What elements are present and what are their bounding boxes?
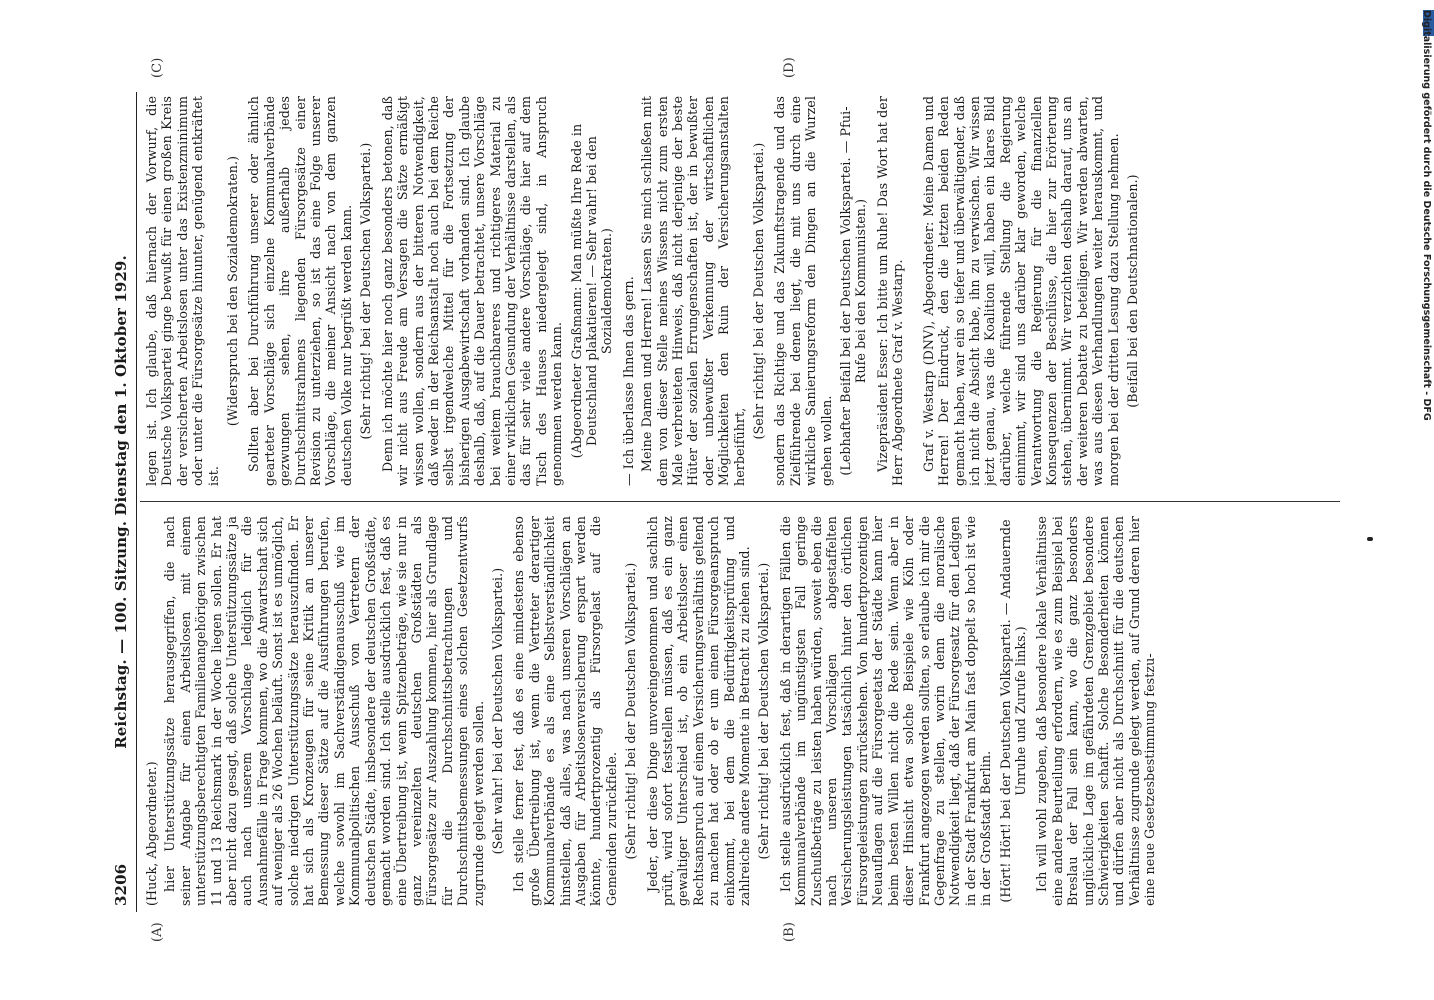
margin-marker-c: (C) [150,57,165,78]
left-paragraph: Ich will wohl zugeben, daß besondere lokale Verhältnisse eine andere Beurteilung erfordern, wie es zum Beispiel bei Breslau der Fall sein kann, wo die ganz besonders unglückliche Lage im gefährdeten Grenzgebiet besondere Schwierigkeiten schafft. Solche Besonderheiten können und dürfen aber nicht als Durchschnitt für die deutschen Verhältnisse zugrunde gelegt werden, auf Grund deren hier eine neue Gesetzesbestimmung festzu- [1034,516,1158,906]
right-interjection: (Widerspruch bei den Sozialdemokraten.) [225,155,241,427]
paragraph-gap [909,96,921,486]
header-rule [136,92,137,912]
left-paragraph: Jeder, der diese Dinge unvoreingenommen und sachlich prüft, wird sofort feststellen müssen, daß es ein ganz gewaltiger Unterschied ist, ob ein Arbeitsloser einen Rechtsanspruch auf einem Versicherungsverhältnis geltend zu machen hat oder ob er um einen Fürsorgeanspruch einkommt, bei dem die Bedürftigkeitsprüfung und zahlreiche andere Momente in Betracht zu ziehen sind. [644,516,753,906]
margin-marker-d: (D) [782,57,797,78]
right-interjection: (Beifall bei den Deutschnationalen.) [1124,174,1140,408]
left-interjection: (Hört! Hört! bei der Deutschen Volkspartei. — Andauernde Unruhe und Zurufe links.) [997,519,1028,903]
right-interjection: (Sehr richtig! bei der Deutschen Volkspartei.) [751,142,767,440]
left-interjection: (Sehr richtig! bei der Deutschen Volkspartei.) [623,562,639,860]
left-interjection: (Sehr wahr! bei der Deutschen Volkspartei.) [489,567,505,855]
scan-speck [1367,537,1373,541]
left-text-column [144,516,1344,906]
left-paragraph: Ich stelle ausdrücklich fest, daß in derartigen Fällen die Kommunalverbände im ungünstigsten Fall geringe Zuschußbeträge zu leisten haben würden, soweit eben die nach unseren Vorschlägen abgestaffelten Versicherungsleistungen tatsächlich hinter den örtlichen Fürsorgeleistungen zurückstehen. Von hundertprozentigen Neuauflagen auf die Fürsorgeetats der Städte kann hier beim besten Willen nicht die Rede sein. Wenn aber in dieser Hinsicht etwa solche Beispiele wie Köln oder Frankfurt angezogen werden sollten, so erlaube ich mir die Gegenfrage zu stellen, worin denn die moralische Notwendigkeit liegt, daß der Fürsorgesatz für den Ledigen in der Stadt Frankfurt am Main fast doppelt so hoch ist wie in der Großstadt Berlin. [777,516,994,906]
right-paragraph: Meine Damen und Herren! Lassen Sie mich schließen mit dem von dieser Stelle meines Wissens nicht zum ersten Male verbreiteten Hinweis, daß nicht derjenige der beste Hüter der sozialen Errungenschaften ist, der in bewußter oder unbewußter Verkennung der wirtschaftlichen Möglichkeiten den Ruin der Versicherungsanstalten herbeiführt, [639,96,747,486]
right-interjection: (Abgeordneter Graßmann: Man müßte Ihre Rede in Deutschland plakatieren! — Sehr wahr! bei den Sozialdemokraten.) [568,123,615,459]
right-paragraph: — Ich überlasse Ihnen das gern. [620,276,636,486]
page-header [110,92,134,912]
right-paragraph: Denn ich möchte hier noch ganz besonders betonen, daß wir nicht aus Freude am Versagen die Sätze ermäßigt wissen wollen, sondern aus der bitteren Notwendigkeit, daß weder in der Reichsanstalt noch auch bei dem Reiche selbst irgendwelche Mittel für die Fortsetzung der bisherigen Ausgabewirtschaft vorhanden sind. Ich glaube deshalb, daß, auf die Dauer betrachtet, unsere Vorschläge bei weitem brauchbareres und richtigeres Material zu einer wirklichen Gesundung der Verhältnisse darstellen, als das für sehr viele andere Vorschläge, die hier auf dem Tisch des Hauses niedergelegt sind, in Anspruch genommen werden kann. [379,96,565,486]
rotated-page-content [110,57,1350,942]
left-paragraph: Ich stelle ferner fest, daß es eine mindestens ebenso große Übertreibung ist, wenn die Vertreter derartiger Kommunalverbände es als eine Selbstverständlichkeit hinstellen, daß alles, was nach unseren Vorschlägen an Ausgaben für Arbeitslosenversicherung erspart werden könnte, hundertprozentig als Fürsorgelast auf die Gemeinden zurückfiele. [511,516,619,906]
margin-marker-b: (B) [782,922,797,942]
right-paragraph: sondern das Richtige und das Zukunftstragende und das Zielführende bei denen liegt, die mit uns durch eine wirkliche Sanierungsreform den Dingen an die Wurzel gehen wollen. [772,96,834,486]
right-paragraph: Sollten aber bei Durchführung unserer oder ähnlich gearteter Vorschläge sich einzelne Kommunalverbände gezwungen sehen, ihre außerhalb jedes Durchschnittsrahmens liegenden Fürsorgesätze einer Revision zu unterziehen, so ist das eine Folge unserer Vorschläge, die meiner Ansicht nach von dem ganzen deutschen Volke nur begrüßt werden kann. [246,96,354,486]
right-text-column [144,96,1344,486]
column-divider [140,501,1340,502]
left-paragraph: hier Unterstützungssätze herausgegriffen, die nach seiner Angabe für einen Arbeitslosen mit einem unterstützungsberechtigten Familienangehörigen zwischen 11 und 13 Reichsmark in der Woche liegen sollen. Er hat aber nicht dazu gesagt, daß solche Unterstützungssätze ja auch nach unserem Vorschlage lediglich für die Ausnahmefälle in Frage kommen, wo die Anwartschaft sich auf weniger als 26 Wochen beläuft. Sonst ist es unmöglich, solche niedrigen Unterstützungssätze herauszufinden. Er hat sich als Kronzeugen für seine Kritik an unserer Bemessung dieser Sätze auf die Ausführungen berufen, welche sowohl im Sachverständigenausschuß wie im Kommunalpolitischen Ausschuß von Vertretern der deutschen Städte, insbesondere der deutschen Großstädte, gemacht worden sind. Ich stelle ausdrücklich fest, daß es eine Übertreibung ist, wenn Spitzenbeträge, wie sie nur in ganz vereinzelten deutschen Großstädten als Fürsorgesätze zur Auszahlung kommen, hier als Grundlage für die Durchschnittsbetrachtungen und Durchschnittsbemessungen eines solchen Gesetzentwurfs zugrunde gelegt werden sollen. [162,516,486,906]
page-title: Reichstag. — 100. Sitzung. Dienstag den 1. Oktober 1929. [112,255,130,749]
left-paragraph: (Huck, Abgeordneter.) [144,761,159,906]
right-paragraph: Graf v. Westarp (DNV), Abgeordneter: Meine Damen und Herren! Der Eindruck, den die letzten beiden Reden gemacht haben, war ein so tiefer und überwältigender, daß ich nicht die Absicht habe, ihn zu verwischen. Wir wissen jetzt genau, was die Koalition will, haben ein klares Bild darüber, welche führende Stellung die Regierung einnimmt, wir sind uns darüber klar geworden, welche Verantwortung die Regierung für die finanziellen Konsequenzen der Beschlüsse, die hier zur Erörterung stehen, übernimmt. Wir verzichten deshalb darauf, uns an der weiteren Debatte zu beteiligen. Wir werden abwarten, was aus diesen Verhandlungen weiter herauskommt, und morgen bei der dritten Lesung dazu Stellung nehmen. [920,96,1121,486]
right-interjection: (Sehr richtig! bei der Deutschen Volkspartei.) [358,142,374,440]
left-interjection: (Sehr richtig! bei der Deutschen Volkspartei.) [756,562,772,860]
right-paragraph: Vizepräsident Esser: Ich bitte um Ruhe! Das Wort hat der Herr Abgeordnete Graf v. Westarp. [874,96,906,486]
margin-marker-a: (A) [150,922,165,942]
right-interjection: (Lebhafter Beifall bei der Deutschen Volkspartei. — Pfui-Rufe bei den Kommunisten.) [838,106,869,476]
digitization-notice: Digitalisierung gefördert durch die Deutsche Forschungsgemeinschaft - DFG [1421,10,1432,421]
page-number: 3206 [112,863,130,906]
right-paragraph: legen ist. Ich glaube, daß hiernach der Vorwurf, die Deutsche Volkspartei ginge bewußt für einen großen Kreis der versicherten Arbeitslosen unter das Existenzminimum oder unter die Fürsorgesätze hinunter, genügend entkräftet ist. [144,96,221,486]
